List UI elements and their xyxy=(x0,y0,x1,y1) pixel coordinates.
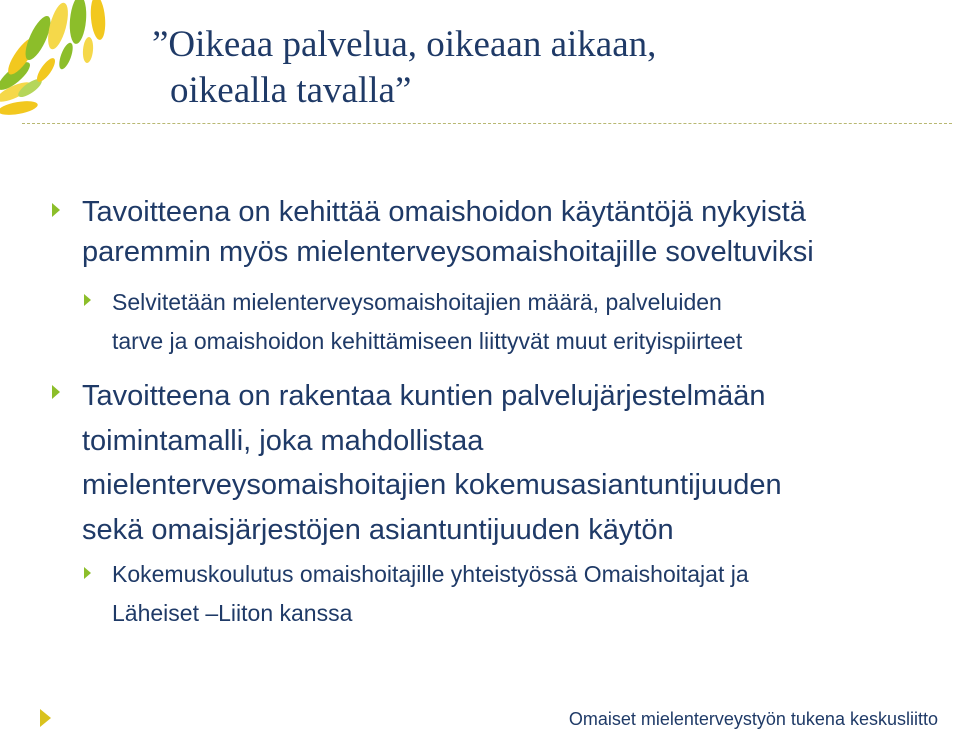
footer-organization: Omaiset mielenterveystyön tukena keskusliitto xyxy=(568,709,938,729)
bullet-line: paremmin myös mielenterveysomaishoitajille soveltuviksi xyxy=(82,236,814,268)
triangle-bullet-icon xyxy=(52,203,60,217)
sun-leaves-logo xyxy=(0,0,118,120)
bullet-line: sekä omaisjärjestöjen asiantuntijuuden käytön xyxy=(82,513,674,546)
bullet-line: Tavoitteena on rakentaa kuntien palvelujärjestelmään xyxy=(82,380,766,412)
bullet-line: Kokemuskoulutus omaishoitajille yhteistyössä Omaishoitajat ja xyxy=(112,561,749,587)
triangle-bullet-icon xyxy=(84,567,91,579)
bullet-line: Läheiset –Liiton kanssa xyxy=(112,600,353,626)
bullet-line: Tavoitteena on kehittää omaishoidon käytäntöjä nykyistä xyxy=(82,196,806,228)
title-divider xyxy=(22,123,952,124)
bullet-line: toimintamalli, joka mahdollistaa xyxy=(82,424,484,457)
bullet-level1-item xyxy=(82,192,814,272)
triangle-footer-icon xyxy=(40,709,51,727)
bullet-line: mielenterveysomaishoitajien kokemusasiantuntijuuden xyxy=(82,469,782,501)
triangle-bullet-icon xyxy=(52,385,60,399)
bullet-level2-item xyxy=(112,283,742,361)
bullet-level2-item xyxy=(112,555,749,633)
page-title xyxy=(152,22,912,114)
bullet-level1-item xyxy=(82,374,782,552)
title-line-1: ”Oikeaa palvelua, oikeaan aikaan, xyxy=(152,24,657,65)
bullet-line: tarve ja omaishoidon kehittämiseen liittyvät muut erityispiirteet xyxy=(112,328,743,354)
title-line-2: oikealla tavalla” xyxy=(170,70,412,111)
triangle-bullet-icon xyxy=(84,294,91,306)
bullet-line: Selvitetään mielenterveysomaishoitajien määrä, palveluiden xyxy=(112,289,722,315)
